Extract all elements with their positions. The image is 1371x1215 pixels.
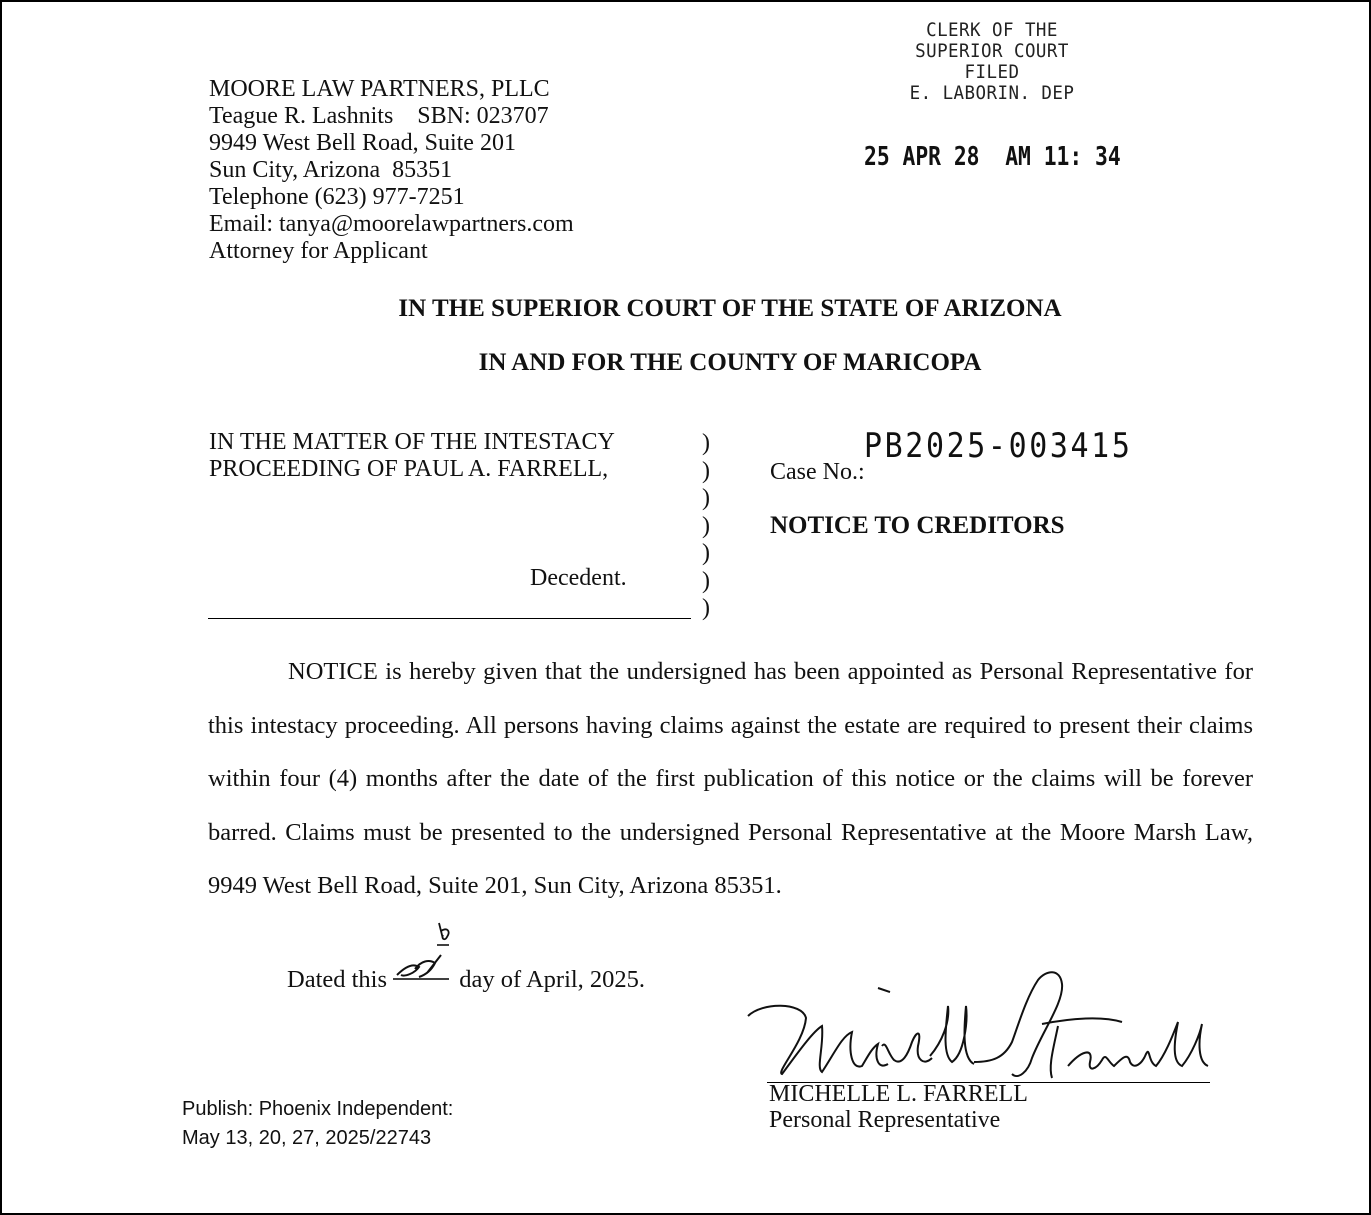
document-title: NOTICE TO CREDITORS [770,512,1065,539]
court-heading-line1: IN THE SUPERIOR COURT OF THE STATE OF ARIZONA [398,295,1062,322]
firm-address-line2: Sun City, Arizona 85351 [209,157,453,183]
dated-prefix: Dated this [287,966,388,993]
decedent-label: Decedent. [530,565,627,591]
firm-address-line1: 9949 West Bell Road, Suite 201 [209,130,516,156]
stamp-line-filed: FILED [964,61,1020,83]
firm-name: MOORE LAW PARTNERS, PLLC [209,76,550,102]
paren: ) [702,430,710,456]
case-number-label: Case No.: [770,459,865,485]
clerk-filing-stamp [900,20,1084,104]
attorney-name: Teague R. Lashnits SBN: 023707 [209,103,549,129]
handwritten-day-mark [391,917,455,987]
firm-telephone: Telephone (623) 977-7251 [209,184,465,210]
caption-rule [208,618,691,619]
stamp-date: 25 APR 28 AM 11: 34 [864,142,1121,172]
handwritten-day [393,965,453,987]
matter-line2: PROCEEDING OF PAUL A. FARRELL, [209,456,609,482]
paren: ) [702,512,710,539]
signer-name: MICHELLE L. FARRELL [769,1081,1028,1107]
court-heading-line2: IN AND FOR THE COUNTY OF MARICOPA [478,349,982,376]
attorney-block [209,76,574,265]
signer-role: Personal Representative [769,1107,1001,1133]
publication-dates: May 13, 20, 27, 2025/22743 [182,1127,432,1149]
matter-caption [209,429,615,483]
paren: ) [702,595,710,621]
dated-line [287,965,645,994]
case-number-stamp: PB2025-003415 [864,426,1133,466]
caption-parens [702,430,710,623]
paren: ) [702,567,710,594]
attorney-role: Attorney for Applicant [209,238,428,264]
publication-note [182,1095,453,1153]
paren: ) [702,540,710,566]
dated-suffix: day of April, 2025. [459,966,646,993]
paren: ) [702,457,710,484]
stamp-line-clerk: CLERK OF THE [926,19,1058,41]
publication-outlet: Publish: Phoenix Independent: [182,1098,454,1120]
notice-paragraph [208,645,1253,913]
firm-email: Email: tanya@moorelawpartners.com [209,211,574,237]
matter-line1: IN THE MATTER OF THE INTESTACY [209,429,615,455]
stamp-line-court: SUPERIOR COURT [915,40,1069,62]
paren: ) [702,485,710,511]
notice-text: NOTICE is hereby given that the undersigned has been appointed as Personal Representative for this intestacy proceeding. All persons having claims against the estate are required to present their claims within four (4) months after the date of the first publication of this notice or the claims will be forever barred. Claims must be presented to the undersigned Personal Representative at the Moore Marsh Law, 9949 West Bell Road, Suite 201, Sun City, Arizona 85351. [208,658,1253,899]
stamp-line-deputy: E. LABORIN. DEP [909,82,1075,104]
